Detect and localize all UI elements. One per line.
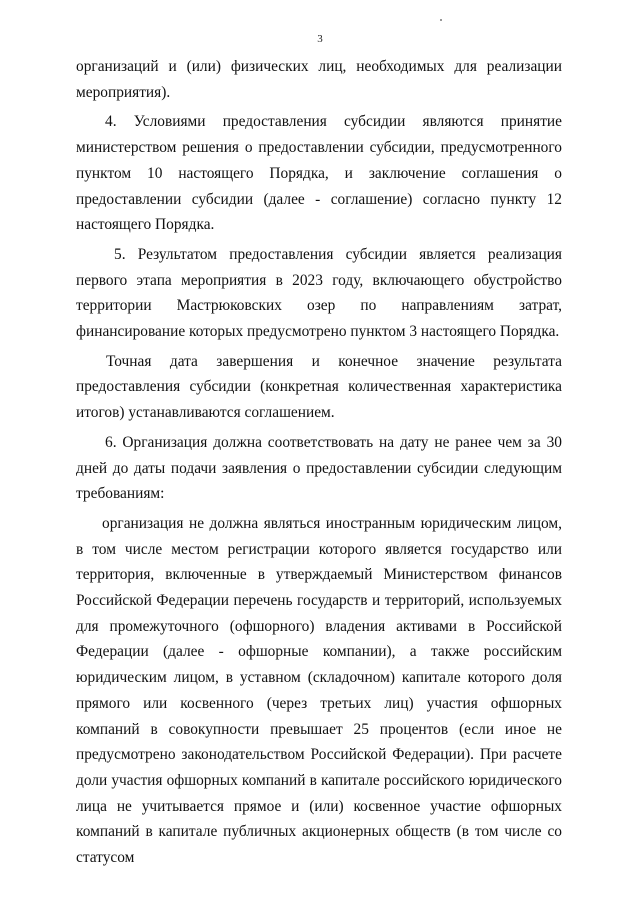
paragraph-continuation: организаций и (или) физических лиц, необходимых для реализации мероприятия).	[76, 58, 562, 101]
paragraph-item-4: 4. Условиями предоставления субсидии являются принятие министерством решения о предоставлении субсидии, предусмотренного пунктом 10 настоящего Порядка, и заключение соглашения о предоставлении субсидии (далее - соглашение) согласно пункту 12 настоящего Порядка.	[76, 113, 562, 234]
paragraph-offshore-requirement: организация не должна являться иностранным юридическим лицом, в том числе местом регистрации которого является государство или территория, включенные в утверждаемый Министерством финансов Российской Федерации перечень государств и территорий, используемых для промежуточного (офшорного) владения активами в Российской Федерации (далее - офшорные компании), а также российским юридическим лицом, в уставном (складочном) капитале которого доля прямого или косвенного (через третьих лиц) участия офшорных компаний в совокупности превышает 25 процентов (если иное не предусмотрено законодательством Российской Федерации). При расчете доли участия офшорных компаний в капитале российского юридического лица не учитывается прямое и (или) косвенное участие офшорных компаний в капитале публичных акционерных обществ (в том числе со статусом	[76, 514, 562, 867]
paragraph-result-date: Точная дата завершения и конечное значение результата предоставления субсидии (конкретная количественная характеристика итогов) устанавливаются соглашением.	[76, 352, 562, 422]
paragraph-item-6: 6. Организация должна соответствовать на дату не ранее чем за 30 дней до даты подачи заявления о предоставлении субсидии следующим требованиям:	[76, 433, 562, 503]
scan-speck	[440, 19, 442, 21]
document-body	[76, 54, 562, 871]
page-number: 3	[317, 33, 323, 45]
paragraph-item-5: 5. Результатом предоставления субсидии является реализация первого этапа мероприятия в 2023 году, включающего обустройство территории Мастрюковских озер по направлениям затрат, финансирование которых предусмотрено пунктом 3 настоящего Порядка.	[76, 245, 562, 341]
